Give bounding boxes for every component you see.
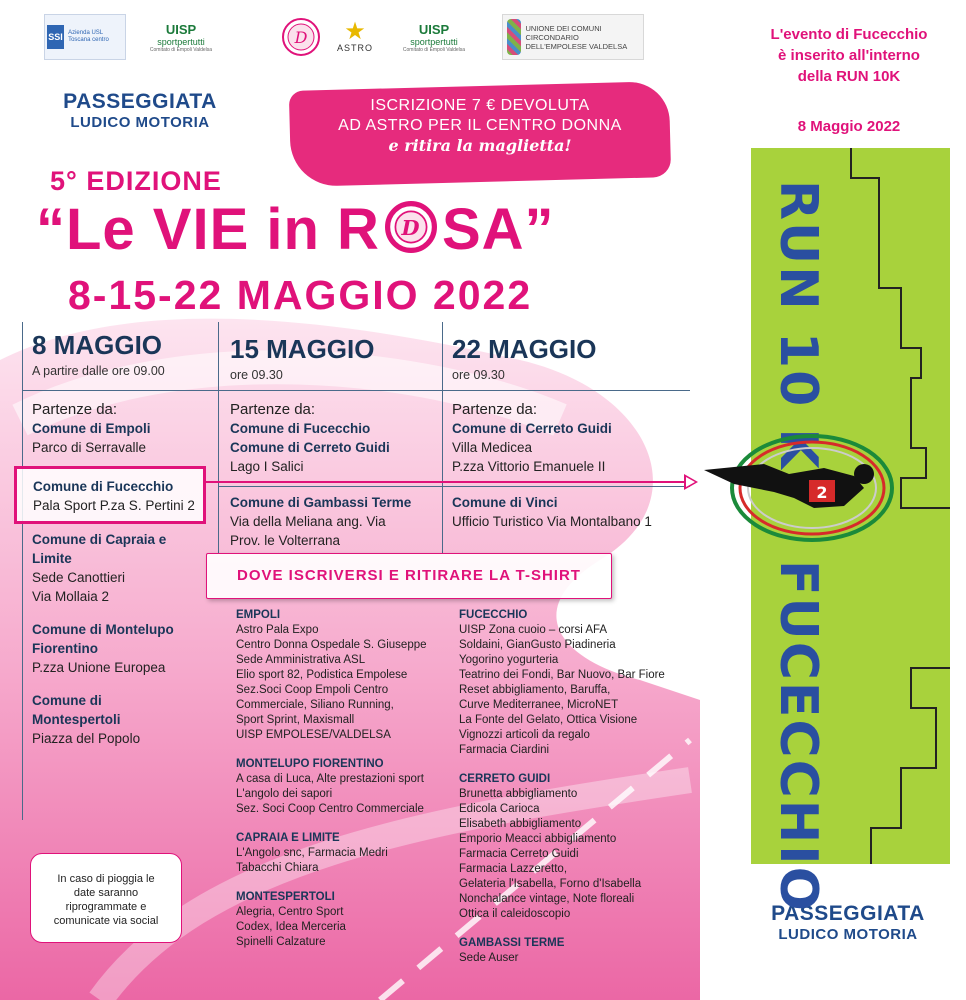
comune-cerreto-22: Comune di Cerreto Guidi <box>452 421 612 436</box>
uisp-logo-1 <box>145 14 217 60</box>
shop-item: Reset abbigliamento, Baruffa, <box>459 684 611 696</box>
shop-heading-fucecchio: FUCECCHIO <box>459 609 528 621</box>
day-22-vinci <box>452 493 652 531</box>
title-part1: “Le VIE in R <box>36 197 380 262</box>
place-mollaia: Via Mollaia 2 <box>32 589 110 604</box>
shop-item: Spinelli Calzature <box>236 936 326 948</box>
shop-item: L'Angolo snc, Farmacia Medri <box>236 847 388 859</box>
run-date: 8 Maggio 2022 <box>797 118 901 135</box>
comune-fucecchio: Comune di Fucecchio <box>33 479 174 494</box>
shop-item: Elio sport 82, Podistica Empolese <box>236 669 408 681</box>
uisp-sub: Comitato di Empoli Valdelsa <box>149 46 213 53</box>
shop-item: Soldaini, GianGusto Piadineria <box>459 639 616 651</box>
ssi-logo <box>44 14 126 60</box>
rain-notice-box <box>30 853 182 943</box>
passeggiata-bottom-line1: PASSEGGIATA <box>771 902 925 925</box>
comune-empoli: Comune di Empoli <box>32 421 151 436</box>
day-15-time: ore 09.30 <box>230 368 283 382</box>
ssi-text: Azienda USL Toscana centro <box>68 30 109 43</box>
dates-title: 8-15-22 MAGGIO 2022 <box>68 272 533 318</box>
shop-heading-gambassi: GAMBASSI TERME <box>459 937 565 949</box>
day-22-partenze <box>452 400 612 476</box>
shop-item: Vignozzi articoli da regalo <box>459 729 590 741</box>
uisp-name-2: UISP <box>418 21 450 37</box>
comune-montelupo-2: Fiorentino <box>32 641 98 656</box>
comune-fucecchio-15: Comune di Fucecchio <box>230 421 371 436</box>
grid-line-mid2 <box>442 322 443 554</box>
uisp-sub-2: Comitato di Empoli Valdelsa <box>402 46 466 53</box>
rain-line2: date saranno <box>73 887 139 899</box>
ssi-badge: SSI <box>47 25 64 49</box>
place-piazza-popolo: Piazza del Popolo <box>32 731 141 746</box>
shop-item: Sez.Soci Coop Empoli Centro <box>236 684 389 696</box>
place-pala-sport: Pala Sport P.za S. Pertini 2 <box>33 498 195 513</box>
map-icon <box>507 19 521 55</box>
shop-item: Farmacia Ciardini <box>459 744 550 756</box>
passeggiata-bottom-line2: LUDICO MOTORIA <box>778 926 918 943</box>
shop-item: Tabacchi Chiara <box>236 862 319 874</box>
shop-heading-empoli: EMPOLI <box>236 609 281 621</box>
shop-heading-montespertoli: MONTESPERTOLI <box>236 891 335 903</box>
comune-gambassi: Comune di Gambassi Terme <box>230 495 412 510</box>
place-unione-europea: P.zza Unione Europea <box>32 660 166 675</box>
title-part2: SA” <box>441 197 555 262</box>
shop-heading-montelupo: MONTELUPO FIORENTINO <box>236 758 384 770</box>
shop-item: Alegria, Centro Sport <box>236 906 344 918</box>
day-22-time: ore 09.30 <box>452 368 505 382</box>
day-15-partenze <box>230 400 390 476</box>
shop-item: UISP Zona cuoio – corsi AFA <box>459 624 608 636</box>
shop-item: Farmacia Cerreto Guidi <box>459 848 579 860</box>
edition-label: 5° EDIZIONE <box>50 166 222 196</box>
passeggiata-line1: PASSEGGIATA <box>63 90 217 113</box>
shop-item: Astro Pala Expo <box>236 624 319 636</box>
run-info-line3: della RUN 10K <box>797 68 901 85</box>
place-serravalle: Parco di Serravalle <box>32 440 147 455</box>
centro-donna-logo <box>280 14 322 60</box>
unione-comuni-text: UNIONE DEI COMUNI CIRCONDARIO DELL'EMPOLESE VALDELSA <box>525 23 628 51</box>
star-icon: ★ <box>344 18 366 45</box>
day-22-label: 22 MAGGIO <box>452 334 597 364</box>
shop-item: Nonchalance vintage, Note floreali <box>459 893 635 905</box>
rain-line1: In caso di pioggia le <box>57 873 155 885</box>
comune-vinci: Comune di Vinci <box>452 495 558 510</box>
shop-item: Curve Mediterranee, MicroNET <box>459 699 619 711</box>
astro-label: ASTRO <box>336 43 373 53</box>
partenze-label: Partenze da: <box>32 401 118 418</box>
day-8-label: 8 MAGGIO <box>32 330 163 360</box>
uisp-tagline: sportpertutti <box>157 36 205 47</box>
shop-item: Sport Sprint, Maxismall <box>236 714 355 726</box>
runner-bib-number: 2 <box>816 483 828 502</box>
shop-heading-cerreto: CERRETO GUIDI <box>459 773 551 785</box>
comune-capraia-2: Limite <box>32 551 72 566</box>
unione-comuni-logo <box>502 14 644 60</box>
uisp-tagline-2: sportpertutti <box>410 36 458 47</box>
arrow-line <box>206 481 688 483</box>
uisp-name: UISP <box>165 21 197 37</box>
place-canottieri: Sede Canottieri <box>32 570 126 585</box>
title-o-logo-icon <box>381 201 441 253</box>
place-ufficio-turistico: Ufficio Turistico Via Montalbano 1 <box>452 514 652 529</box>
run-info-text <box>740 24 958 87</box>
fucecchio-highlight-box <box>14 466 206 524</box>
banner-line3: e ritira la maglietta! <box>388 136 572 155</box>
main-title <box>36 196 555 263</box>
banner-line1: ISCRIZIONE 7 € DEVOLUTA <box>370 97 590 114</box>
shop-item: Edicola Carioca <box>459 803 540 815</box>
comune-montespertoli-1: Comune di <box>32 693 102 708</box>
place-vittorio-emanuele: P.zza Vittorio Emanuele II <box>452 459 606 474</box>
shop-item: Sede Amministrativa ASL <box>236 654 366 666</box>
centro-donna-letter: D <box>294 28 308 47</box>
comune-montespertoli-2: Montespertoli <box>32 712 121 727</box>
centro-donna-icon <box>281 17 321 57</box>
shop-item: UISP EMPOLESE/VALDELSA <box>236 729 391 741</box>
fucecchio-vertical-label: FUCECCHIO <box>768 560 828 913</box>
shop-item: Teatrino dei Fondi, Bar Nuovo, Bar Fiore <box>459 669 665 681</box>
banner-text <box>290 96 670 155</box>
shop-item: Centro Donna Ospedale S. Giuseppe <box>236 639 427 651</box>
astro-logo <box>332 14 378 60</box>
grid-line-left <box>22 322 23 820</box>
shop-item: Elisabeth abbigliamento <box>459 818 582 830</box>
partenze-label-15: Partenze da: <box>230 401 316 418</box>
shop-item: Commerciale, Siliano Running, <box>236 699 394 711</box>
shop-item: Sede Auser <box>459 952 519 964</box>
shop-item: Gelateria l'Isabella, Forno d'Isabella <box>459 878 642 890</box>
place-lago-salici: Lago I Salici <box>230 459 304 474</box>
grid-line-mid1 <box>218 322 219 554</box>
run-info-line1: L'evento di Fucecchio <box>770 26 928 43</box>
rain-line3: riprogrammate e <box>65 901 147 913</box>
runner-icon <box>694 428 914 548</box>
place-villa-medicea: Villa Medicea <box>452 440 533 455</box>
passeggiata-top <box>40 90 240 131</box>
shops-right <box>459 608 665 966</box>
shop-item: Codex, Idea Merceria <box>236 921 346 933</box>
day-8-more <box>32 530 174 748</box>
place-meliana-2: Prov. le Volterrana <box>230 533 341 548</box>
shops-left <box>236 608 427 950</box>
day-15-label: 15 MAGGIO <box>230 334 375 364</box>
shop-item: Brunetta abbigliamento <box>459 788 578 800</box>
day-8-partenze <box>32 400 151 457</box>
run-info-line2: è inserito all'interno <box>778 47 920 64</box>
shop-item: A casa di Luca, Alte prestazioni sport <box>236 773 424 785</box>
title-o-letter: D <box>401 214 421 240</box>
shop-heading-capraia: CAPRAIA E LIMITE <box>236 832 340 844</box>
comune-cerreto-15: Comune di Cerreto Guidi <box>230 440 390 455</box>
partenze-label-22: Partenze da: <box>452 401 538 418</box>
shop-item: Farmacia Lazzeretto, <box>459 863 568 875</box>
comune-capraia-1: Comune di Capraia e <box>32 532 167 547</box>
shop-item: La Fonte del Gelato, Ottica Visione <box>459 714 638 726</box>
shop-item: Ottica il caleidoscopio <box>459 908 571 920</box>
comune-montelupo-1: Comune di Montelupo <box>32 622 174 637</box>
day-15-gambassi <box>230 493 411 550</box>
shop-item: Sez. Soci Coop Centro Commerciale <box>236 803 424 815</box>
shop-item: Emporio Meacci abbigliamento <box>459 833 617 845</box>
rain-line4: comunicate via social <box>53 915 159 927</box>
shop-item: L'angolo dei sapori <box>236 788 333 800</box>
grid-line-top <box>22 390 690 391</box>
uisp-logo-2 <box>398 14 470 60</box>
place-meliana-1: Via della Meliana ang. Via <box>230 514 386 529</box>
banner-line2: AD ASTRO PER IL CENTRO DONNA <box>338 117 622 134</box>
run-10k-label: RUN 10 K <box>768 180 828 471</box>
dove-iscriversi-box: DOVE ISCRIVERSI E RITIRARE LA T-SHIRT <box>206 553 612 599</box>
day-8-time: A partire dalle ore 09.00 <box>32 364 165 378</box>
shop-item: Yogorino yogurteria <box>459 654 559 666</box>
passeggiata-line2: LUDICO MOTORIA <box>70 114 210 131</box>
grid-line-row <box>218 486 690 487</box>
